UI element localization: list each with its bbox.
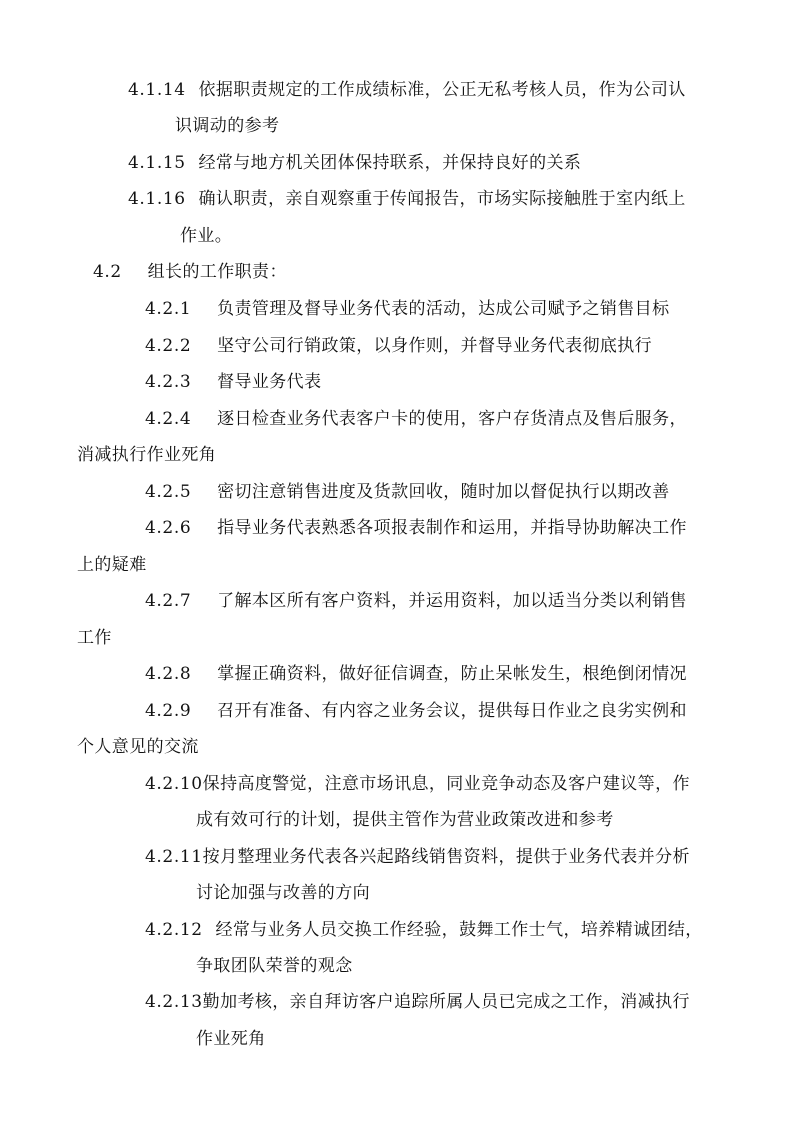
clause-line (145, 409, 687, 429)
clause-continuation: 识调动的参考 (175, 116, 280, 136)
clause-text: 负责管理及督导业务代表的活动，达成公司赋予之销售目标 (217, 299, 670, 319)
clause-number: 4.2.10 (145, 774, 203, 794)
clause-number: 4.2.7 (145, 591, 192, 611)
clause-line (145, 372, 321, 392)
clause-line (145, 336, 652, 356)
clause-line (145, 482, 669, 502)
clause-number: 4.2.2 (145, 336, 192, 356)
clause-text: 依据职责规定的工作成绩标准，公正无私考核人员，作为公司认 (198, 80, 686, 100)
clause-text: 保持高度警觉，注意市场讯息，同业竞争动态及客户建议等，作 (202, 774, 690, 794)
section-heading (93, 262, 287, 282)
clause-text: 确认职责，亲自观察重于传闻报告，市场实际接触胜于室内纸上 (198, 189, 686, 209)
clause-number: 4.2.9 (145, 701, 192, 721)
clause-continuation: 成有效可行的计划，提供主管作为营业政策改进和参考 (196, 810, 614, 830)
clause-continuation: 上的疑难 (77, 555, 147, 575)
clause-number: 4.1.15 (128, 153, 186, 173)
clause-line (145, 920, 703, 940)
clause-number: 4.2.5 (145, 482, 192, 502)
clause-line (145, 664, 687, 684)
clause-line (145, 992, 690, 1012)
section-title: 组长的工作职责： (147, 262, 287, 282)
clause-line (145, 518, 687, 538)
clause-number: 4.2.8 (145, 664, 192, 684)
clause-text: 指导业务代表熟悉各项报表制作和运用，并指导协助解决工作 (217, 518, 687, 538)
clause-line (145, 591, 687, 611)
clause-line (145, 847, 690, 867)
clause-number: 4.1.14 (128, 80, 186, 100)
clause-continuation: 争取团队荣誉的观念 (196, 956, 353, 976)
clause-text: 逐日检查业务代表客户卡的使用，客户存货清点及售后服务， (217, 409, 687, 429)
clause-text: 召开有准备、有内容之业务会议，提供每日作业之良劣实例和 (217, 701, 687, 721)
clause-continuation: 工作 (77, 628, 112, 648)
clause-line (128, 80, 686, 100)
clause-continuation: 个人意见的交流 (77, 737, 199, 757)
clause-line (145, 774, 690, 794)
clause-line (145, 299, 669, 319)
clause-number: 4.2.1 (145, 299, 192, 319)
clause-continuation: 讨论加强与改善的方向 (196, 883, 370, 903)
clause-number: 4.2.12 (145, 920, 203, 940)
clause-text: 经常与地方机关团体保持联系，并保持良好的关系 (198, 153, 582, 173)
clause-number: 4.2.3 (145, 372, 192, 392)
clause-text: 勤加考核，亲自拜访客户追踪所属人员已完成之工作，消减执行 (202, 992, 690, 1012)
clause-text: 密切注意销售进度及货款回收，随时加以督促执行以期改善 (217, 482, 670, 502)
clause-text: 经常与业务人员交换工作经验，鼓舞工作士气，培养精诚团结， (215, 920, 703, 940)
clause-continuation: 消减执行作业死角 (77, 445, 217, 465)
clause-continuation: 作业死角 (196, 1029, 266, 1049)
clause-line (145, 701, 687, 721)
clause-line (128, 189, 686, 209)
clause-number: 4.2.6 (145, 518, 192, 538)
clause-text: 督导业务代表 (217, 372, 322, 392)
clause-number: 4.2.13 (145, 992, 203, 1012)
clause-line (128, 153, 581, 173)
clause-text: 按月整理业务代表各兴起路线销售资料，提供于业务代表并分析 (202, 847, 690, 867)
clause-continuation: 作业。 (180, 226, 233, 246)
section-number: 4.2 (93, 262, 122, 282)
clause-number: 4.2.11 (145, 847, 203, 867)
clause-number: 4.1.16 (128, 189, 186, 209)
clause-number: 4.2.4 (145, 409, 192, 429)
clause-text: 掌握正确资料，做好征信调查，防止呆帐发生，根绝倒闭情况 (217, 664, 687, 684)
clause-text: 了解本区所有客户资料，并运用资料，加以适当分类以利销售 (217, 591, 687, 611)
clause-text: 坚守公司行销政策，以身作则，并督导业务代表彻底执行 (217, 336, 653, 356)
